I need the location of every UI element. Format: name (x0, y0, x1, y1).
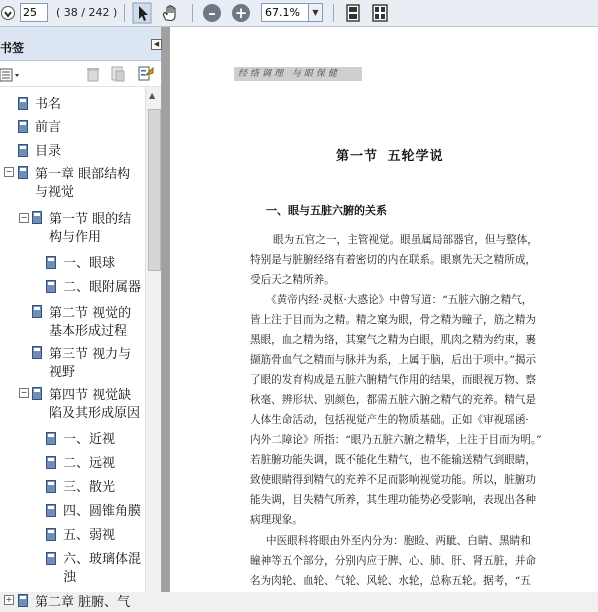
new-bookmark-button[interactable] (111, 66, 125, 82)
toolbar-separator (192, 4, 193, 22)
hand-icon (161, 4, 179, 22)
bookmark-icon (18, 144, 28, 157)
bookmark-label: 一、近视 (63, 432, 116, 447)
bookmark-label-cont: 与视觉 (35, 185, 75, 200)
bookmark-label: 一、眼球 (63, 256, 116, 271)
bookmark-icon (46, 280, 56, 293)
toolbar-separator (124, 4, 125, 22)
arrow-down-icon (1, 5, 15, 21)
bookmarks-toolbar (0, 62, 161, 87)
plus-icon: + (232, 4, 250, 22)
text-line: 特别是与脏腑经络有着密切的内在联系。眼禀先天之精所成， (250, 254, 537, 266)
bookmark-icon (18, 594, 28, 607)
options-menu-button[interactable] (0, 67, 22, 81)
expand-toggle[interactable]: + (5, 595, 13, 604)
text-line: 人体生命活动，包括视觉产生的物质基础。正如《审视瑶函· (250, 414, 529, 426)
page-count: ( 38 / 242 ) (56, 6, 118, 19)
zoom-level-input[interactable] (261, 3, 309, 22)
bookmark-label: 五、弱视 (63, 528, 116, 543)
minus-icon: – (203, 4, 221, 22)
bookmark-label-cont: 基本形成过程 (49, 324, 128, 339)
bookmark-icon (46, 480, 56, 493)
text-line: 受后天之精所养。 (250, 274, 335, 286)
bookmark-icon (46, 552, 56, 565)
collapse-toggle[interactable]: − (20, 388, 28, 397)
bookmark-label: 四、圆锥角膜 (63, 504, 142, 519)
select-tool-button[interactable] (131, 3, 153, 23)
section-title: 第一节 五轮学说 (336, 149, 444, 164)
bookmark-label: 第一章 眼部结构 (35, 167, 131, 182)
hand-tool-button[interactable] (159, 3, 181, 23)
bookmark-icon (46, 456, 56, 469)
scroll-up-arrow-icon[interactable]: ▲ (149, 91, 156, 100)
text-line: 《黄帝内经·灵枢·大惑论》中曾写道：“五脏六腑之精气， (266, 294, 533, 306)
bookmark-label: 第四节 视觉缺 (49, 388, 132, 403)
text-line: 能失调，目失精气所养，其生理功能势必受影响，表现出各种 (250, 494, 537, 506)
bookmark-label: 第二章 脏腑、气 (35, 595, 131, 610)
text-line: 撷筋骨血气之精而与脉并为系，上属于脑，后出于项中。”揭示 (250, 354, 537, 366)
bookmark-icon (46, 528, 56, 541)
single-page-view-button[interactable] (344, 3, 362, 23)
scrollbar-thumb[interactable] (148, 109, 161, 271)
text-line: 内外二障论》所指：“眼乃五脏六腑之精华，上注于目而为明。” (250, 434, 542, 446)
bookmark-icon (32, 346, 42, 359)
delete-bookmark-button[interactable] (86, 66, 100, 82)
bookmark-label-cont: 构与作用 (49, 230, 102, 245)
bookmark-label: 第二节 视觉的 (49, 306, 132, 321)
text-line: 若脏腑功能失调，既不能化生精气，也不能输送精气到眼睛， (250, 454, 537, 466)
bookmark-icon (32, 387, 42, 400)
bookmarks-panel-header (0, 27, 161, 61)
bookmark-icon (46, 432, 56, 445)
toolbar (0, 0, 598, 27)
zoom-out-button[interactable] (202, 3, 222, 23)
collapse-toggle[interactable]: − (20, 213, 28, 222)
document-page (170, 27, 598, 592)
text-line: 名为肉轮、血轮、气轮、风轮、水轮，总称五轮。据考，“五 (250, 575, 531, 587)
text-line: 中医眼科将眼由外至内分为：胞睑、两眦、白睛、黑睛和 (266, 535, 531, 547)
chevron-down-icon: ▼ (312, 8, 319, 17)
bookmark-icon (46, 256, 56, 269)
bookmark-label: 第三节 视力与 (49, 347, 132, 362)
zoom-dropdown-button[interactable] (309, 3, 323, 22)
bookmark-label: 六、玻璃体混 (63, 552, 142, 567)
bookmark-properties-button[interactable] (138, 66, 154, 82)
text-line: 眼为五官之一，主管视觉。眼虽属局部器官，但与整体， (273, 234, 538, 246)
zoom-in-button[interactable] (231, 3, 251, 23)
bookmark-tree (0, 87, 145, 610)
text-line: 皆上注于目而为之精。精之窠为眼，骨之精为瞳子，筋之精为 (250, 314, 537, 326)
text-line: 瞳神等五个部分，分别内应于脾、心、肺、肝、肾五脏，并命 (250, 555, 537, 567)
bookmark-label: 二、眼附属器 (63, 280, 142, 295)
text-line: 了眼的发育构成是五脏六腑精气作用的结果，而眼视万物、察 (250, 374, 537, 386)
new-bookmark-icon (111, 66, 125, 82)
text-line: 致使眼睛得到精气的充养不足而影响视觉功能。所以，脏腑功 (250, 474, 537, 486)
two-page-view-button[interactable] (371, 3, 389, 23)
page-number-input[interactable] (20, 3, 48, 22)
bookmark-icon (32, 211, 42, 224)
cursor-icon (133, 3, 151, 23)
bookmark-icon (18, 120, 28, 133)
collapse-toggle[interactable]: − (5, 167, 13, 176)
bookmark-label: 目录 (35, 144, 62, 159)
text-line: 黑眼，血之精为络，其窠气之精为白眼，肌肉之精为约束，裹 (250, 334, 537, 346)
bookmarks-panel-title: 书签 (0, 41, 25, 55)
bookmark-label-cont: 陷及其形成原因 (49, 406, 141, 421)
bookmark-label-cont: 视野 (49, 365, 76, 380)
two-page-icon (372, 4, 388, 22)
bookmark-label: 前言 (35, 120, 62, 135)
bookmark-properties-icon (138, 66, 154, 82)
text-line: 秋毫、辨形状、别颜色，都需五脏六腑之精气的充养。精气是 (250, 394, 537, 406)
bookmarks-panel (0, 27, 162, 610)
options-icon (0, 68, 22, 82)
single-page-icon (346, 4, 360, 22)
bookmark-label: 第一节 眼的结 (49, 212, 132, 227)
bookmark-icon (18, 166, 28, 179)
document-viewer[interactable] (162, 27, 598, 592)
chevron-left-icon: ◀ (153, 40, 160, 48)
bookmark-icon (18, 97, 28, 110)
bookmark-label: 二、远视 (63, 456, 116, 471)
bookmarks-scrollbar[interactable] (145, 87, 161, 592)
bookmark-label: 书名 (35, 97, 62, 112)
bookmark-icon (32, 305, 42, 318)
bookmark-icon (46, 504, 56, 517)
text-line: 病理现象。 (250, 514, 303, 526)
next-page-button[interactable] (0, 3, 16, 23)
page-header-stamp: 经络调理 与眼保健 (234, 67, 362, 81)
bookmark-label: 三、散光 (63, 480, 116, 495)
bookmark-label-cont: 浊 (63, 570, 77, 585)
collapse-panel-button[interactable] (151, 39, 162, 50)
subsection-title: 一、眼与五脏六腑的关系 (266, 204, 387, 217)
toolbar-separator (333, 4, 334, 22)
trash-icon (86, 66, 100, 82)
